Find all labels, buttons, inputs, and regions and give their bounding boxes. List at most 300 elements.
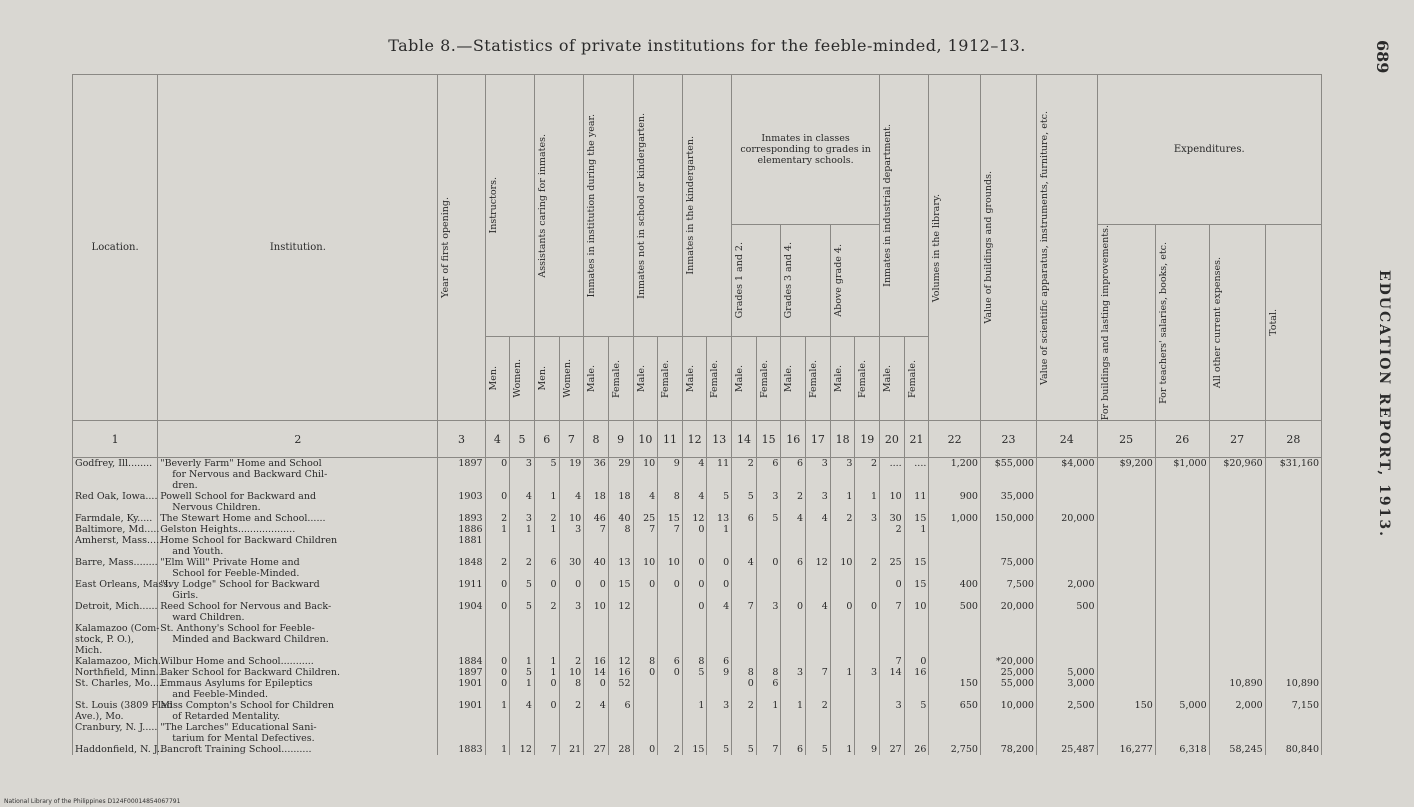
cell-value [756,535,781,546]
header-male: Male. [684,365,696,393]
cell-location: Haddonfield, N. J.. [73,744,158,755]
cell-value: 8 [658,491,683,502]
cell-value: 0 [633,667,658,678]
cell-value: 40 [608,513,633,524]
cell-value [980,590,1036,601]
cell-value: 8 [756,667,781,678]
cell-value [1155,601,1209,612]
cell-value: 8 [608,524,633,535]
cell-value: 3,000 [1036,678,1097,689]
cell-value [830,469,855,480]
cell-value [707,480,732,491]
cell-value [732,711,757,722]
cell-value [1155,612,1209,623]
header-female: Female. [906,359,918,398]
cell-value: 150 [1097,700,1155,711]
cell-value [1097,623,1155,634]
cell-institution: ward Children. [158,612,438,623]
header-expenditures: Expenditures. [1097,75,1321,225]
cell-value [1265,722,1321,733]
cell-value: 1897 [438,458,485,470]
cell-value [732,579,757,590]
cell-value [1209,733,1265,744]
cell-value [830,623,855,634]
cell-value: 0 [756,557,781,568]
cell-value: .... [904,458,929,470]
cell-value [855,623,880,634]
cell-value [855,502,880,513]
cell-value: 10 [880,491,905,502]
cell-value: 8 [559,678,584,689]
cell-value: 7 [806,667,831,678]
cell-value: 0 [904,656,929,667]
cell-value [510,590,535,601]
cell-value [756,469,781,480]
cell-location [73,590,158,601]
cell-value: 11 [904,491,929,502]
cell-value [1265,733,1321,744]
header-male: Male. [586,365,598,393]
cell-value [584,502,609,513]
cell-value [1209,491,1265,502]
header-buildings: Value of buildings and grounds. [982,171,994,324]
cell-value [1097,469,1155,480]
cell-institution: for Nervous and Backward Chil- [158,469,438,480]
cell-value: 1,200 [929,458,981,470]
cell-value [806,469,831,480]
cell-value [904,689,929,700]
cell-location [73,469,158,480]
column-number: 13 [707,421,732,458]
cell-value [756,623,781,634]
cell-value [1097,535,1155,546]
column-number: 21 [904,421,929,458]
cell-value [880,722,905,733]
cell-value [559,546,584,557]
cell-value: 12 [510,744,535,755]
table-row [73,623,1322,634]
cell-value [1155,645,1209,656]
cell-location: St. Louis (3809 Flad [73,700,158,711]
cell-value [1097,711,1155,722]
cell-value [806,546,831,557]
cell-value [855,700,880,711]
cell-value [1097,612,1155,623]
cell-value [732,480,757,491]
cell-value: 7,500 [980,579,1036,590]
cell-value: 4 [707,601,732,612]
cell-value [855,678,880,689]
header-apparatus: Value of scientific apparatus, instruments, furniture, etc. [1038,110,1050,385]
cell-value [485,546,510,557]
cell-value [855,568,880,579]
cell-value: 78,200 [980,744,1036,755]
cell-value [682,722,707,733]
cell-value: 25,000 [980,667,1036,678]
cell-value [682,623,707,634]
cell-value [485,612,510,623]
cell-value [485,502,510,513]
cell-value [608,711,633,722]
header-women: Women. [561,359,573,398]
cell-value [830,535,855,546]
cell-value [633,623,658,634]
cell-value [510,711,535,722]
cell-value: 2,000 [1209,700,1265,711]
cell-value [732,469,757,480]
cell-value: 0 [880,579,905,590]
cell-value: 9 [855,744,880,755]
cell-value [732,546,757,557]
cell-value [880,568,905,579]
cell-value [559,722,584,733]
cell-value [1036,469,1097,480]
cell-value: 3 [781,667,806,678]
cell-value [1097,546,1155,557]
cell-value [830,612,855,623]
cell-institution [158,645,438,656]
cell-value [1036,645,1097,656]
cell-value [658,502,683,513]
cell-value [510,634,535,645]
cell-value [855,469,880,480]
cell-value [438,733,485,744]
cell-value: 5 [510,667,535,678]
cell-value: 4 [806,601,831,612]
cell-value [756,568,781,579]
cell-value: 1901 [438,700,485,711]
cell-value [707,546,732,557]
cell-value: 0 [485,579,510,590]
cell-value: 4 [682,491,707,502]
cell-value [1265,568,1321,579]
cell-value [1265,502,1321,513]
cell-value [732,656,757,667]
header-grades-1-2: Grades 1 and 2. [734,242,746,319]
cell-value [929,634,981,645]
cell-value: 30 [880,513,905,524]
cell-value [781,524,806,535]
column-number: 6 [534,421,559,458]
cell-value: 19 [559,458,584,470]
cell-value: 0 [485,601,510,612]
cell-value: 36 [584,458,609,470]
cell-value [658,612,683,623]
cell-value: 7 [633,524,658,535]
column-number-row [73,421,1322,458]
cell-value [929,502,981,513]
cell-value: 2 [485,557,510,568]
cell-value: 15 [658,513,683,524]
page-number: 689 [1373,40,1392,74]
cell-value: 3 [855,667,880,678]
column-number: 12 [682,421,707,458]
cell-value: 52 [608,678,633,689]
cell-value [1155,557,1209,568]
cell-value: 7 [756,744,781,755]
cell-value [682,469,707,480]
cell-institution: and Youth. [158,546,438,557]
cell-value [1155,722,1209,733]
cell-value [633,502,658,513]
cell-value [806,656,831,667]
cell-value [830,524,855,535]
cell-institution: of Retarded Mentality. [158,711,438,722]
cell-value [980,711,1036,722]
cell-value [756,524,781,535]
cell-value [756,722,781,733]
cell-value: 3 [855,513,880,524]
cell-institution: Baker School for Backward Children. [158,667,438,678]
cell-value [1097,557,1155,568]
cell-value [707,689,732,700]
cell-value [1036,568,1097,579]
cell-value: 16 [584,656,609,667]
cell-value [1155,568,1209,579]
cell-location: stock, P. O.), [73,634,158,645]
cell-value: 10 [584,601,609,612]
cell-value: 20,000 [1036,513,1097,524]
cell-value [1209,502,1265,513]
cell-value: $4,000 [1036,458,1097,470]
cell-value: 1903 [438,491,485,502]
cell-institution: Wilbur Home and School........... [158,656,438,667]
cell-value: 12 [682,513,707,524]
cell-value [1265,689,1321,700]
cell-value [980,480,1036,491]
cell-value: 9 [707,667,732,678]
cell-value [707,612,732,623]
cell-value [980,568,1036,579]
cell-value: 4 [510,700,535,711]
cell-value [806,645,831,656]
cell-value [980,535,1036,546]
cell-value [756,689,781,700]
cell-value: 7,150 [1265,700,1321,711]
cell-value: 5 [806,744,831,755]
column-number: 2 [158,421,438,458]
cell-value [980,623,1036,634]
cell-value: 1881 [438,535,485,546]
cell-value [1209,524,1265,535]
cell-value [1097,502,1155,513]
cell-value [1155,656,1209,667]
cell-value [855,535,880,546]
cell-value: 10 [559,667,584,678]
cell-value: 18 [584,491,609,502]
cell-value: 0 [830,601,855,612]
cell-value [880,546,905,557]
cell-value [510,612,535,623]
cell-value: 1886 [438,524,485,535]
cell-value [1265,590,1321,601]
cell-value [658,568,683,579]
cell-value [1036,491,1097,502]
cell-value [1097,667,1155,678]
table-row [73,744,1322,755]
cell-value [510,535,535,546]
cell-value: 1 [830,744,855,755]
cell-value: 1904 [438,601,485,612]
cell-value [1209,722,1265,733]
cell-value: 6 [707,656,732,667]
column-number: 24 [1036,421,1097,458]
table-row [73,733,1322,744]
cell-value [584,469,609,480]
cell-value [732,623,757,634]
cell-value: 5 [707,491,732,502]
cell-value [1209,480,1265,491]
cell-value: 5 [756,513,781,524]
header-female: Female. [808,359,820,398]
cell-value [1036,623,1097,634]
cell-value [904,645,929,656]
cell-value [756,590,781,601]
cell-value: 75,000 [980,557,1036,568]
cell-value: 3 [880,700,905,711]
cell-value [1265,546,1321,557]
cell-value [806,535,831,546]
cell-value [584,645,609,656]
cell-value [1097,678,1155,689]
cell-value [904,722,929,733]
cell-value [1097,722,1155,733]
cell-value [904,612,929,623]
cell-value [1036,480,1097,491]
cell-value [485,623,510,634]
cell-value [534,722,559,733]
cell-value: 2 [806,700,831,711]
cell-location: Red Oak, Iowa.... [73,491,158,502]
cell-value: 40 [584,557,609,568]
cell-value [904,568,929,579]
cell-value [830,579,855,590]
cell-value: 2 [855,557,880,568]
cell-value: 10 [559,513,584,524]
cell-value [980,689,1036,700]
cell-value [855,689,880,700]
cell-value [732,535,757,546]
cell-value: 12 [806,557,831,568]
cell-value [682,535,707,546]
cell-value: 25 [880,557,905,568]
cell-value [855,656,880,667]
cell-value [1036,722,1097,733]
cell-value: 1 [830,667,855,678]
cell-value: 6 [756,678,781,689]
cell-value [1209,557,1265,568]
cell-value: 0 [534,678,559,689]
cell-value: 4 [633,491,658,502]
cell-value [1209,601,1265,612]
cell-value [1097,634,1155,645]
cell-value [658,722,683,733]
cell-value [584,711,609,722]
cell-institution: Emmaus Asylums for Epileptics [158,678,438,689]
cell-value [756,656,781,667]
cell-value [855,645,880,656]
cell-value: 1 [485,524,510,535]
cell-value [830,656,855,667]
cell-value [1265,711,1321,722]
cell-value [485,634,510,645]
table-row [73,667,1322,678]
cell-value [1155,513,1209,524]
cell-value [559,469,584,480]
cell-value: 5 [904,700,929,711]
cell-value [633,700,658,711]
cell-value: 15 [904,579,929,590]
header-institution: Institution. [158,75,438,421]
cell-value [633,469,658,480]
cell-value [781,535,806,546]
header-library: Volumes in the library. [931,193,943,302]
cell-value [485,469,510,480]
cell-value [707,568,732,579]
cell-value [707,678,732,689]
cell-value: 6 [756,458,781,470]
cell-location [73,546,158,557]
cell-value [534,546,559,557]
cell-value [1265,491,1321,502]
cell-value [1155,535,1209,546]
cell-location: Mich. [73,645,158,656]
cell-location: Godfrey, Ill........ [73,458,158,470]
table-row [73,458,1322,470]
cell-value [633,590,658,601]
cell-value [1097,689,1155,700]
cell-value [485,733,510,744]
cell-value [929,480,981,491]
cell-value: 7 [534,744,559,755]
cell-value [732,568,757,579]
cell-value [1209,612,1265,623]
cell-value [1155,590,1209,601]
cell-institution: "Ivy Lodge" School for Backward [158,579,438,590]
header-female: Female. [758,359,770,398]
cell-value: 6 [732,513,757,524]
cell-value: 10 [658,557,683,568]
cell-value [608,623,633,634]
cell-value [1097,568,1155,579]
cell-value [756,502,781,513]
cell-value: 0 [682,601,707,612]
cell-value: 16,277 [1097,744,1155,755]
cell-value [559,535,584,546]
cell-value: 15 [904,513,929,524]
cell-value [732,524,757,535]
cell-value: 7 [880,601,905,612]
cell-value: 3 [510,458,535,470]
cell-value [732,689,757,700]
cell-value: 1 [485,700,510,711]
cell-value [633,645,658,656]
cell-value [1209,590,1265,601]
cell-value [534,502,559,513]
cell-value [534,480,559,491]
header-men: Men. [487,366,499,391]
cell-value [1265,557,1321,568]
cell-value [1097,524,1155,535]
cell-value [756,733,781,744]
cell-value [534,634,559,645]
cell-institution: "Elm Will" Private Home and [158,557,438,568]
cell-value [855,612,880,623]
cell-value: 0 [485,458,510,470]
cell-value [929,524,981,535]
cell-value: 10 [633,557,658,568]
cell-value [929,612,981,623]
